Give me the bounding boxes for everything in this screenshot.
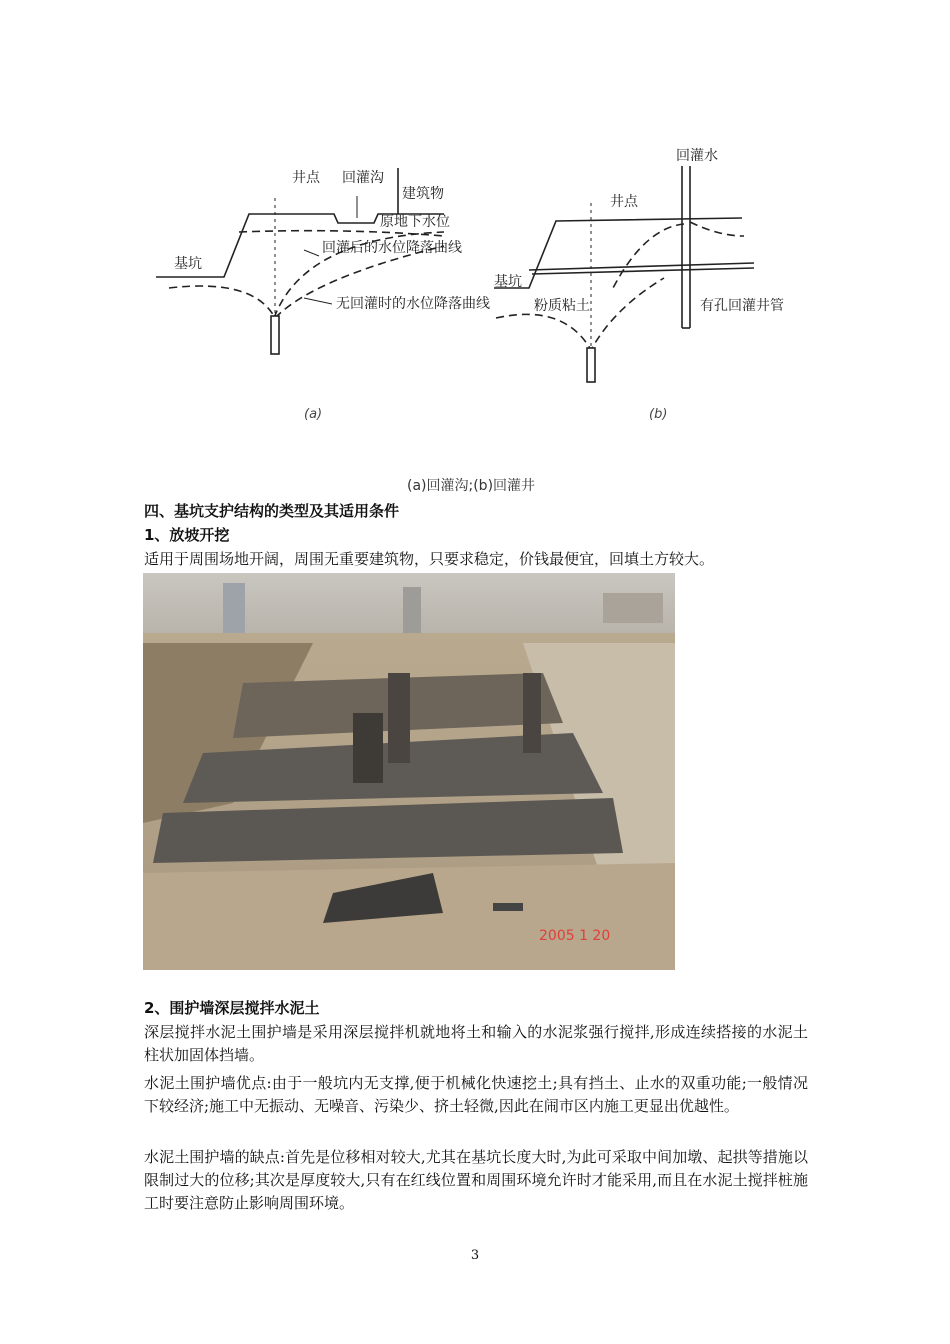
photo-rebar-cage-2: [388, 673, 410, 763]
item-1-title: 1、放坡开挖: [144, 526, 230, 544]
label-pit-a: 基坑: [174, 256, 202, 272]
label-silty-clay-b: 粉质粘土: [534, 298, 590, 314]
item-2-title: 2、围护墙深层搅拌水泥土: [144, 999, 320, 1017]
label-recharge-water-b: 回灌水: [676, 148, 718, 164]
label-well-point-b: 井点: [610, 194, 638, 210]
curve-leader-a: [304, 250, 319, 256]
photo-building-right: [603, 593, 663, 623]
item-2-paragraph-3: 水泥土围护墙的缺点:首先是位移相对较大,尤其在基坑长度大时,为此可采取中间加墩、起拱等措施以限制过大的位移;其次是厚度较大,只有在红线位置和周围环境允许时才能采用,而且在水泥土搅拌桩施工时要注意防止影响周围环境。: [144, 1148, 808, 1212]
item-2-paragraph-2: 水泥土围护墙优点:由于一般坑内无支撑,便于机械化快速挖土;具有挡土、止水的双重功能;一般情况下较经济;施工中无振动、无噪音、污染少、挤土轻微,因此在闹市区内施工更显出优越性。: [144, 1074, 808, 1115]
photo-rebar-cage-1: [353, 713, 383, 783]
label-pit-b: 基坑: [494, 274, 522, 290]
original-water-level-line-a: [239, 231, 444, 236]
label-tag-b: (b): [649, 407, 668, 422]
photo-rebar-cage-3: [523, 673, 541, 753]
recharge-diagram-svg: [144, 128, 806, 496]
label-recharge-ditch-a: 回灌沟: [342, 170, 384, 186]
photo-date-stamp: 2005 1 20: [539, 928, 611, 944]
excavation-site-photo: [143, 573, 675, 970]
label-no-recharge-curve-a: 无回灌时的水位降落曲线: [336, 296, 490, 312]
well-pipe-b: [587, 348, 595, 382]
well-pipe-a: [271, 316, 279, 354]
no-curve-leader-a: [304, 298, 332, 304]
label-well-point-a: 井点: [292, 170, 320, 186]
label-building-a: 建筑物: [402, 186, 444, 202]
item-1-text: 适用于周围场地开阔，周围无重要建筑物，只要求稳定，价钱最便宜，回填土方较大。: [144, 550, 715, 568]
recharge-curve-left-b: [612, 224, 684, 290]
excavation-photo-svg: [143, 573, 675, 970]
label-perforated-pipe-b: 有孔回灌井管: [700, 298, 784, 314]
photo-building: [403, 587, 421, 637]
section-4-title: 四、基坑支护结构的类型及其适用条件: [144, 502, 400, 520]
recharge-diagram-figure: [144, 128, 806, 496]
item-2-paragraph-1: 深层搅拌水泥土围护墙是采用深层搅拌机就地将土和输入的水泥浆强行搅拌,形成连续搭接的水泥土柱状加固体挡墙。: [144, 1023, 808, 1064]
label-tag-a: (a): [304, 407, 323, 422]
photo-stamp-bg: [493, 903, 523, 911]
recharge-curve-right-b: [690, 222, 744, 236]
label-original-water-level-a: 原地下水位: [380, 214, 450, 230]
figure-caption: (a)回灌沟;(b)回灌井: [407, 478, 536, 494]
label-after-recharge-curve-a: 回灌后的水位降落曲线: [322, 240, 462, 256]
page-number: 3: [470, 1248, 480, 1263]
